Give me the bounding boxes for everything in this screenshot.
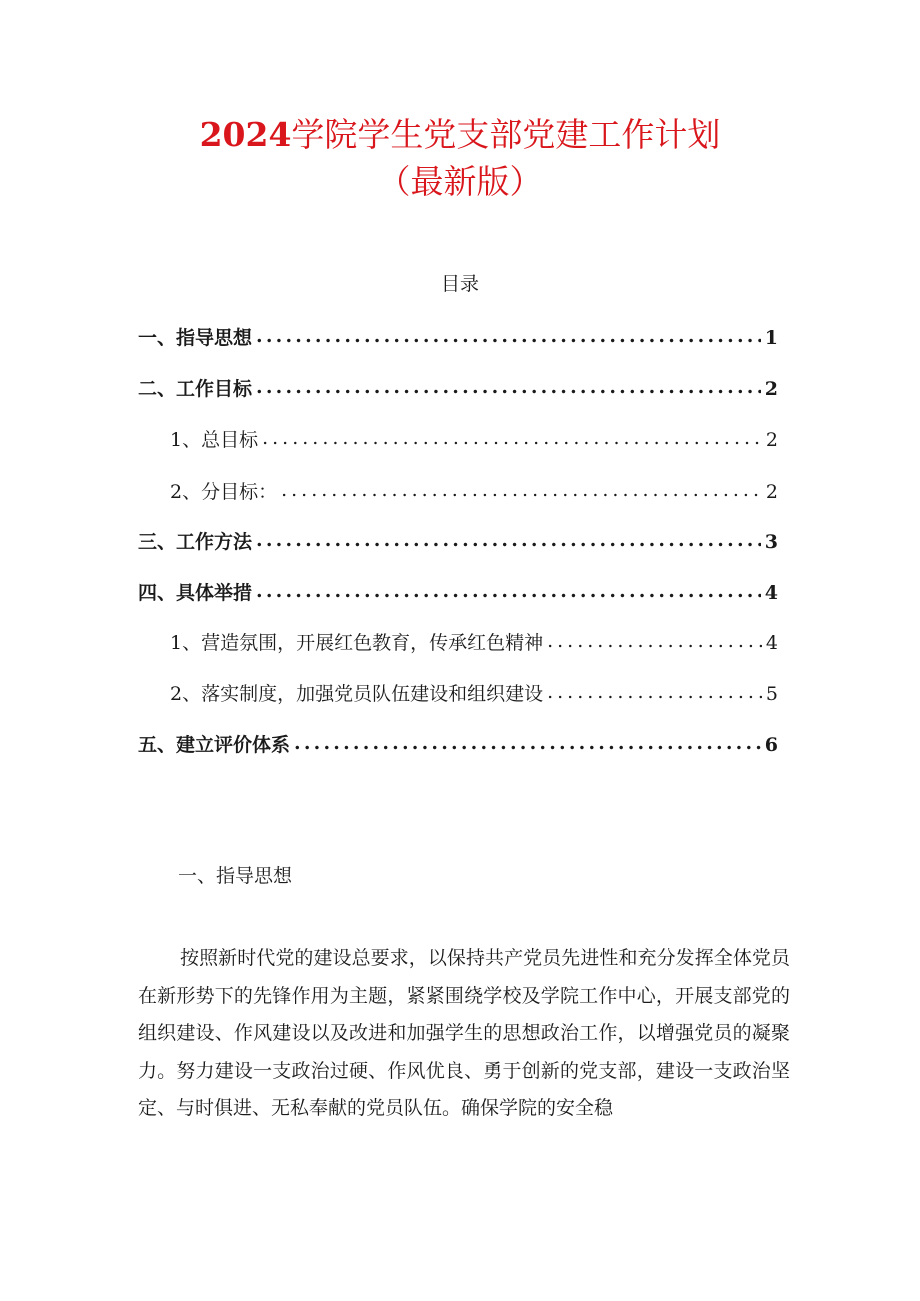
toc-entry-page: 2: [764, 378, 778, 400]
toc-entry[interactable]: [138, 322, 778, 350]
toc-entry-page: 2: [765, 429, 778, 451]
toc-leader-dots: [256, 324, 761, 348]
toc-subentry[interactable]: [170, 678, 778, 706]
toc-entry-label: 2、分目标：: [170, 481, 278, 503]
toc-entry-label: 1、营造氛围，开展红色教育，传承红色精神: [170, 632, 544, 654]
body-paragraph: 按照新时代党的建设总要求，以保持共产党员先进性和充分发挥全体党员在新形势下的先锋作用为主题，紧紧围绕学校及学院工作中心，开展支部党的组织建设、作风建设以及改进和加强学生的思想政治工作，以增强党员的凝聚力。努力建设一支政治过硬、作风优良、勇于创新的党支部，建设一支政治坚定、与时俱进、无私奉献的党员队伍。确保学院的安全稳: [138, 947, 790, 1120]
toc-entry[interactable]: [138, 729, 778, 757]
toc-entry[interactable]: [138, 373, 778, 401]
document-title: [0, 115, 920, 155]
toc-entry-label: 一、指导思想: [138, 327, 253, 349]
document-subtitle: （最新版）: [377, 162, 543, 201]
toc-entry-page: 4: [764, 582, 778, 604]
toc-entry-page: 5: [765, 683, 778, 705]
toc-leader-dots: [256, 528, 761, 552]
toc-leader-dots: [281, 478, 762, 502]
toc-entry-label: 二、工作目标: [138, 378, 253, 400]
toc-heading: 目录: [440, 273, 479, 295]
toc-leader-dots: [262, 426, 762, 450]
toc-leader-dots: [547, 680, 762, 704]
toc-subentry[interactable]: [170, 627, 778, 655]
toc-entry-label: 2、落实制度，加强党员队伍建设和组织建设: [170, 683, 544, 705]
toc-leader-dots: [256, 375, 761, 399]
toc-entry-page: 1: [764, 327, 778, 349]
toc-entry-label: 1、总目标: [170, 429, 259, 451]
toc-entry[interactable]: [138, 577, 778, 605]
title-text: 学院学生党支部党建工作计划: [291, 115, 721, 154]
toc-leader-dots: [294, 731, 761, 755]
toc-entry-label: 五、建立评价体系: [138, 734, 291, 756]
toc-entry-page: 3: [764, 531, 778, 553]
toc-subentry[interactable]: [170, 476, 778, 504]
toc-leader-dots: [547, 629, 762, 653]
toc-leader-dots: [256, 579, 761, 603]
toc-subentry[interactable]: [170, 424, 778, 452]
toc-entry-label: 四、具体举措: [138, 582, 253, 604]
toc-entry-page: 6: [764, 734, 778, 756]
toc-entry[interactable]: [138, 526, 778, 554]
toc-entry-page: 4: [765, 632, 778, 654]
toc-entry-page: 2: [765, 481, 778, 503]
toc-entry-label: 三、工作方法: [138, 531, 253, 553]
section-heading: 一、指导思想: [178, 865, 293, 887]
title-year: 2024: [199, 115, 292, 154]
